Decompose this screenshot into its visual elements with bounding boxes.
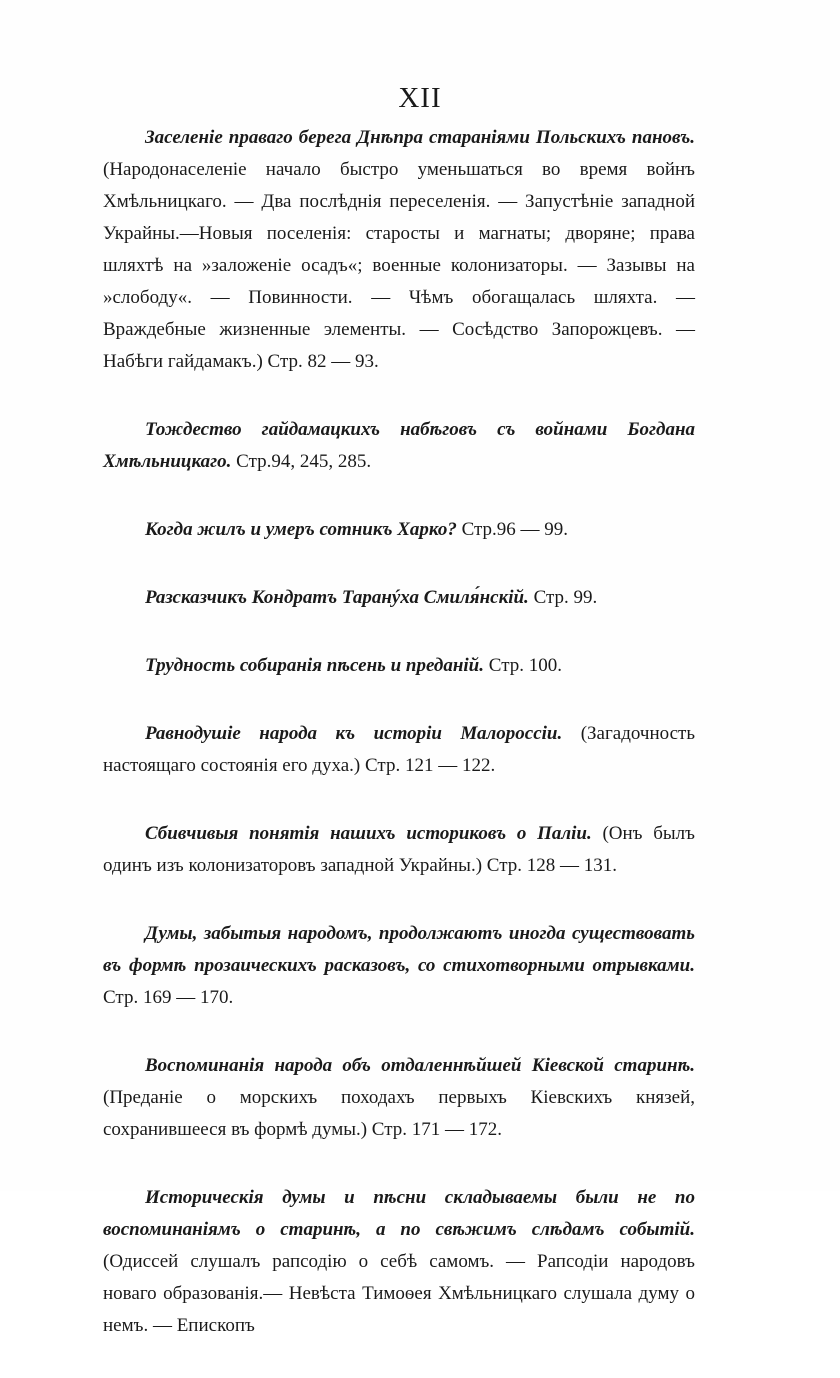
entry-title: Сбивчивыя понятія нашихъ историковъ о Паліи. (145, 823, 592, 844)
entry-text: Стр. 169 — 170. (103, 987, 234, 1008)
contents-entry (103, 650, 695, 682)
contents-entry (103, 918, 695, 1014)
entry-text: (Преданіе о морскихъ походахъ первыхъ Кіевскихъ князей, сохранившееся въ формѣ думы.) Стр. 171 — 172. (103, 1087, 695, 1140)
entry-text: (Народонаселеніе начало быстро уменьшаться во время войнъ Хмѣльницкаго. — Два послѣднія переселенія. — Запустѣніе западной Украйны.—Новыя поселенія: старосты и магнаты; дворяне; права шляхтѣ на »заложеніе осадъ«; военные колонизаторы. — Зазывы на »слободу«. — Повинности. — Чѣмъ обогащалась шляхта. — Враждебные жизненные элементы. — Сосѣдство Запорожцевъ. — Набѣги гайдамакъ.) Стр. 82 — 93. (103, 159, 695, 372)
contents-list (103, 122, 695, 1378)
contents-entry (103, 122, 695, 378)
entry-title: Равнодушіе народа къ исторіи Малороссіи. (145, 723, 563, 744)
entry-text: Стр. 99. (528, 587, 598, 608)
entry-title: Воспоминанія народа объ отдаленнѣйшей Кіевской старинѣ. (145, 1055, 695, 1076)
contents-entry (103, 1050, 695, 1146)
entry-title: Заселеніе праваго берега Днѣпра стараніями Польскихъ пановъ. (145, 127, 695, 148)
contents-entry (103, 818, 695, 882)
entry-text: (Загадочность настоящаго состоянія его духа.) Стр. 121 — 122. (103, 723, 695, 776)
entry-text: Стр.96 — 99. (456, 519, 569, 540)
contents-entry (103, 414, 695, 478)
entry-title: Разсказчикъ Кондратъ Таранýха Смиля́нскій. (145, 587, 529, 608)
entry-title: Тождество гайдамацкихъ набѣговъ съ войнами Богдана Хмѣльницкаго. (103, 419, 695, 472)
entry-title: Когда жилъ и умеръ сотникъ Харко? (145, 519, 457, 540)
contents-entry (103, 582, 695, 614)
page-number: XII (398, 82, 442, 114)
entry-title: Думы, забытыя народомъ, продолжаютъ иногда существовать въ формѣ прозаическихъ расказовъ, со стихотворными отрывками. (103, 923, 695, 976)
contents-entry (103, 1182, 695, 1342)
entry-title: Трудность собиранія пѣсень и преданій. (145, 655, 485, 676)
contents-entry (103, 718, 695, 782)
entry-text: (Одиссей слушалъ рапсодію о себѣ самомъ. — Рапсодіи народовъ новаго образованія.— Невѣста Тимоѳея Хмѣльницкаго слушала думу о немъ. — Епископъ (103, 1251, 695, 1336)
entry-text: Стр. 100. (484, 655, 562, 676)
entry-text: (Онъ былъ одинъ изъ колонизаторовъ западной Украйны.) Стр. 128 — 131. (103, 823, 695, 876)
entry-text: Стр.94, 245, 285. (231, 451, 372, 472)
entry-title: Историческія думы и пѣсни складываемы были не по воспоминаніямъ о старинѣ, а по свѣжимъ слѣдамъ событій. (103, 1187, 695, 1240)
contents-entry (103, 514, 695, 546)
